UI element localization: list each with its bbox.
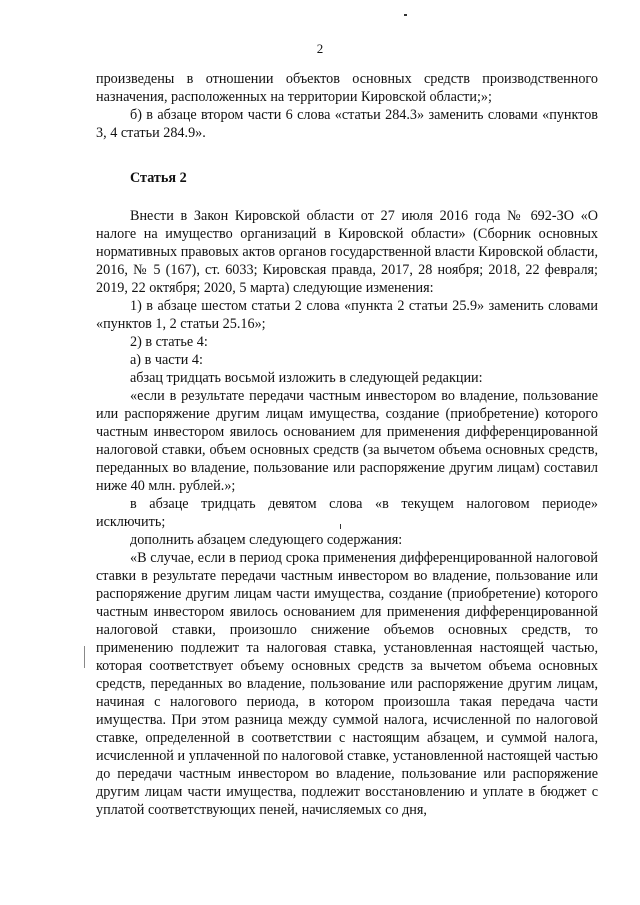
paragraph: а) в части 4: [130, 352, 203, 368]
paragraph: 1) в абзаце шестом статьи 2 слова «пункта 2 статьи 25.9» заменить словами «пунктов 1, 2 статьи 25.16»; [96, 298, 598, 332]
article-heading: Статья 2 [130, 170, 187, 186]
paragraph: «если в результате передачи частным инвестором во владение, пользование или распоряжение другим лицам имущества, создание (приобретение) которого частным инвестором явилось основанием для применения дифференцированной налоговой ставки, объем основных средств (за вычетом объема основных средств, переданных во владение, пользование или распоряжение другим лицам) составил ниже 40 млн. рублей.»; [96, 388, 598, 494]
paragraph: 2) в статье 4: [130, 334, 208, 350]
paragraph: произведены в отношении объектов основных средств производственного назначения, расположенных на территории Кировской области;»; [96, 71, 598, 105]
paragraph: дополнить абзацем следующего содержания: [130, 532, 403, 548]
page-number: 2 [316, 41, 324, 56]
scan-speck [84, 646, 85, 668]
paragraph: «В случае, если в период срока применения дифференцированной налоговой ставки в результате передачи частным инвестором во владение, пользование или распоряжение другим лицам части имущества, создание (приобретение) которого частным инвестором явилось основанием для применения дифференцированной налоговой ставки, произошло снижение объемов основных средств, то применению подлежит та налоговая ставка, установленная настоящей частью, которая соответствует объему основных средств за вычетом объема основных средств, переданных во владение, пользование или распоряжение другим лицам, начиная с налогового периода, в котором произошла такая передача части имущества. При этом разница между суммой налога, исчисленной по налоговой ставке, определенной в соответствии с настоящим абзацем, и суммой налога, исчисленной и уплаченной по налоговой ставке, установленной настоящей частью до передачи частным инвестором во владение, пользование или распоряжение другим лицам части имущества, подлежит восстановлению и уплате в бюджет с уплатой соответствующих пеней, начисляемых со дня, [96, 550, 598, 818]
paragraph: в абзаце тридцать девятом слова «в текущем налоговом периоде» исключить; [96, 496, 598, 530]
document-body [96, 70, 598, 819]
paragraph: б) в абзаце втором части 6 слова «статьи 284.3» заменить словами «пунктов 3, 4 статьи 284.9». [96, 107, 598, 141]
paragraph: Внести в Закон Кировской области от 27 июля 2016 года № 692-ЗО «О налоге на имущество организаций в Кировской области» (Сборник основных нормативных правовых актов органов государственной власти Кировской области, 2016, № 5 (167), ст. 6033; Кировская правда, 2017, 28 ноября; 2018, 22 февраля; 2019, 22 октября; 2020, 5 марта) следующие изменения: [96, 208, 598, 296]
paragraph: абзац тридцать восьмой изложить в следующей редакции: [130, 370, 483, 386]
scan-speck [404, 14, 407, 16]
